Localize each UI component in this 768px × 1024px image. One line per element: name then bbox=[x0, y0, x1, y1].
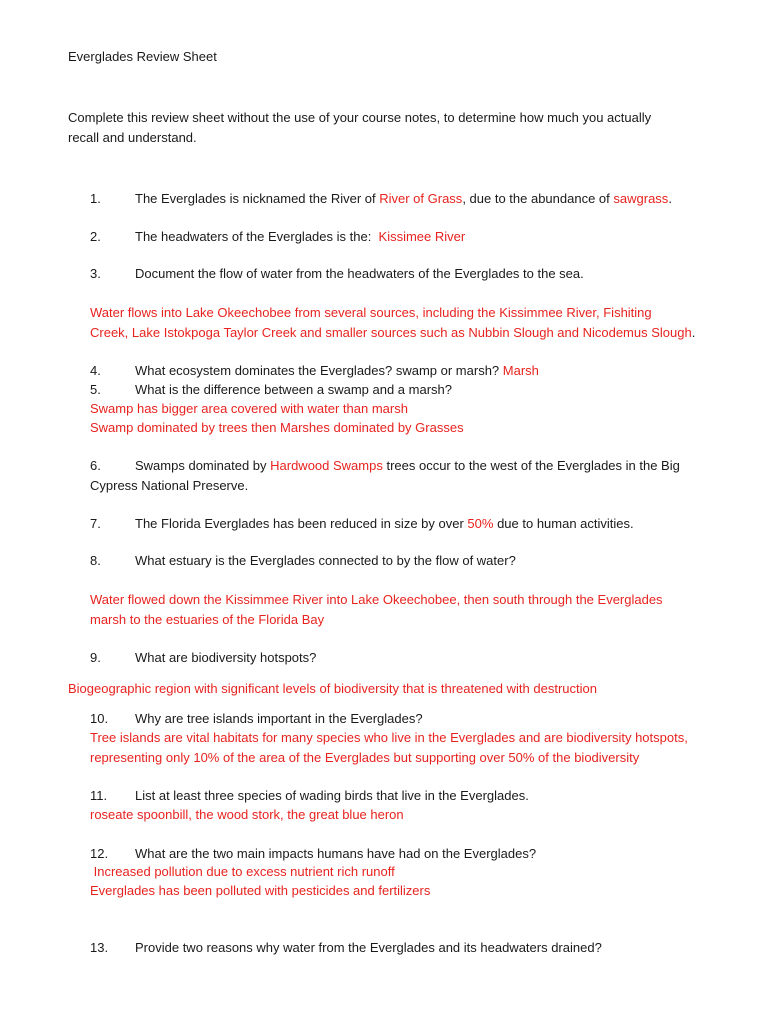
answer-line: Biogeographic region with significant levels of biodiversity that is threatened with destruction bbox=[68, 681, 597, 696]
item-number: 10. bbox=[90, 711, 109, 726]
item-question bbox=[135, 362, 539, 379]
item-number: 7. bbox=[90, 516, 101, 531]
item-question: What are the two main impacts humans have had on the Everglades? bbox=[135, 846, 537, 861]
item-number: 1. bbox=[90, 191, 101, 206]
answer-line: Water flowed down the Kissimmee River into Lake Okeechobee, then south through the Everglades bbox=[90, 592, 663, 607]
item-number: 9. bbox=[90, 650, 101, 665]
answer-text: Creek, Lake Istokpoga Taylor Creek and smaller sources such as Nubbin Slough and Nicodemus Slough bbox=[90, 325, 692, 340]
answer-text: 50% bbox=[467, 516, 494, 531]
answer-text: sawgrass bbox=[613, 191, 669, 206]
item-question: Provide two reasons why water from the Everglades and its headwaters drained? bbox=[135, 940, 602, 955]
answer-end: . bbox=[691, 325, 696, 340]
question-text: . bbox=[668, 191, 672, 206]
answer-line: Swamp dominated by trees then Marshes dominated by Grasses bbox=[90, 420, 464, 435]
item-number: 12. bbox=[90, 846, 109, 861]
item-question: List at least three species of wading birds that live in the Everglades. bbox=[135, 788, 529, 803]
item-question: What estuary is the Everglades connected to by the flow of water? bbox=[135, 553, 516, 568]
question-text: due to human activities. bbox=[493, 516, 634, 531]
question-text: Swamps dominated by bbox=[135, 458, 271, 473]
item-question: What is the difference between a swamp and a marsh? bbox=[135, 382, 452, 397]
answer-text: River of Grass bbox=[379, 191, 463, 206]
item-number: 3. bbox=[90, 266, 101, 281]
question-text: The Florida Everglades has been reduced in size by over bbox=[135, 516, 468, 531]
question-text: The headwaters of the Everglades is the: bbox=[135, 229, 379, 244]
answer-line: Water flows into Lake Okeechobee from several sources, including the Kissimmee River, Fishiting bbox=[90, 305, 652, 320]
answer-line: Swamp has bigger area covered with water than marsh bbox=[90, 401, 408, 416]
item-number: 4. bbox=[90, 363, 101, 378]
item-number: 8. bbox=[90, 553, 101, 568]
item-number: 5. bbox=[90, 382, 101, 397]
item-number: 11. bbox=[90, 788, 108, 803]
answer-line: marsh to the estuaries of the Florida Bay bbox=[90, 612, 325, 627]
intro-line-1: Complete this review sheet without the use of your course notes, to determine how much you actually bbox=[68, 110, 652, 125]
item-question bbox=[135, 457, 680, 474]
question-text: trees occur to the west of the Everglades in the Big bbox=[382, 458, 680, 473]
question-text: The Everglades is nicknamed the River of bbox=[135, 191, 380, 206]
page-title: Everglades Review Sheet bbox=[68, 49, 217, 64]
item-number: 2. bbox=[90, 229, 101, 244]
item-question bbox=[135, 228, 465, 245]
answer-text: Marsh bbox=[502, 363, 539, 378]
answer-line: roseate spoonbill, the wood stork, the great blue heron bbox=[90, 807, 404, 822]
answer-text: Hardwood Swamps bbox=[270, 458, 383, 473]
question-line: Cypress National Preserve. bbox=[90, 478, 249, 493]
answer-text: Kissimee River bbox=[378, 229, 466, 244]
item-question bbox=[135, 515, 634, 532]
question-text: What ecosystem dominates the Everglades? swamp or marsh? bbox=[135, 363, 503, 378]
answer-line: representing only 10% of the area of the Everglades but supporting over 50% of the biodiversity bbox=[90, 750, 640, 765]
answer-line: Everglades has been polluted with pesticides and fertilizers bbox=[90, 883, 431, 898]
item-number: 13. bbox=[90, 940, 109, 955]
intro-line-2: recall and understand. bbox=[68, 130, 197, 145]
item-question: Document the flow of water from the headwaters of the Everglades to the sea. bbox=[135, 266, 584, 281]
item-number: 6. bbox=[90, 458, 101, 473]
answer-line: Increased pollution due to excess nutrient rich runoff bbox=[90, 864, 395, 879]
question-text: , due to the abundance of bbox=[462, 191, 614, 206]
item-question bbox=[135, 190, 672, 207]
item-question: What are biodiversity hotspots? bbox=[135, 650, 317, 665]
answer-line bbox=[90, 324, 695, 341]
item-question: Why are tree islands important in the Everglades? bbox=[135, 711, 423, 726]
answer-line: Tree islands are vital habitats for many species who live in the Everglades and are biodiversity hotspots, bbox=[90, 730, 688, 745]
